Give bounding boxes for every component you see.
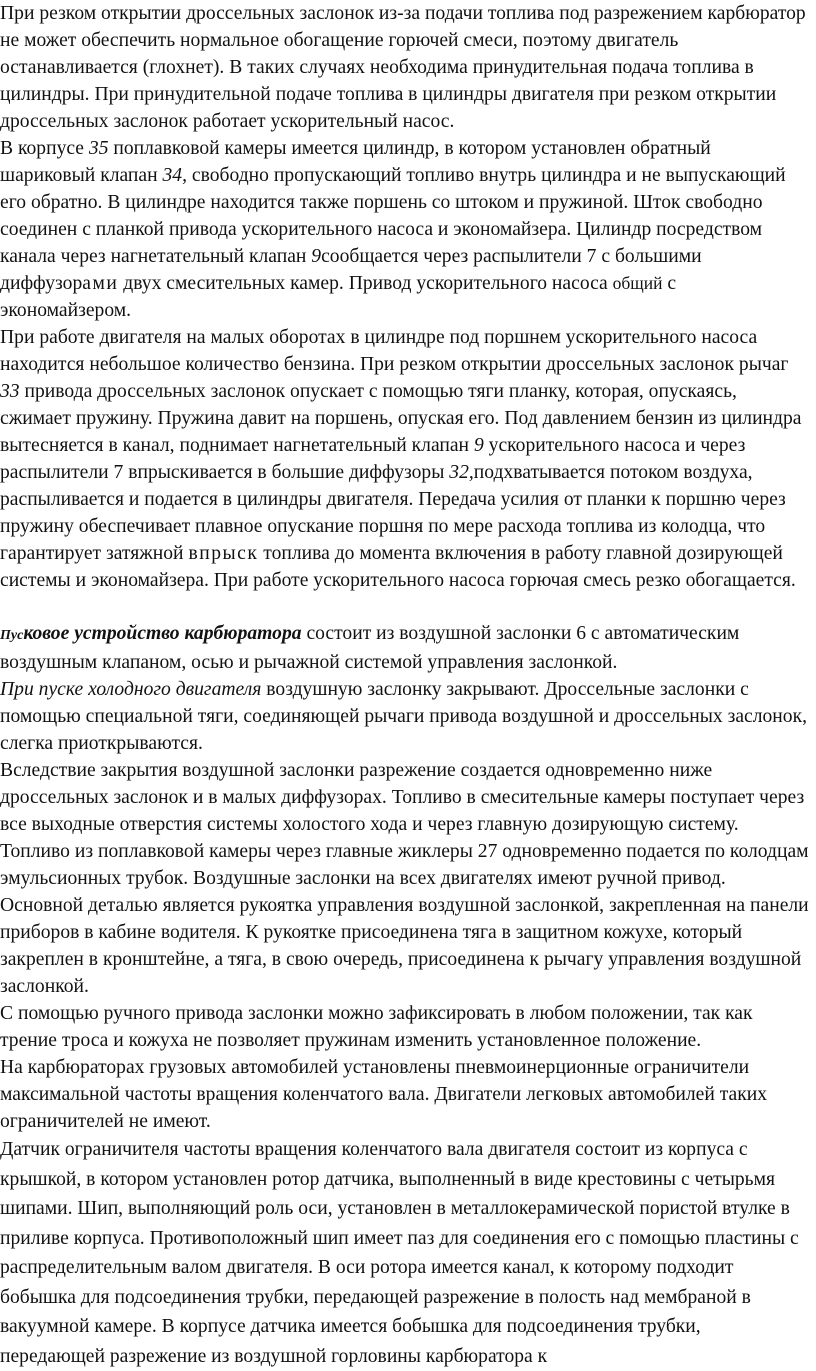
- text-segment: На карбюраторах грузовых автомобилей установлены пневмоинерционные ограничители максимальной частоты вращения коленчатого вала. Двигатели легковых автомобилей таких ограничителей не имеют.: [0, 1057, 768, 1132]
- text-segment: Пус: [0, 628, 24, 643]
- text-segment: ами: [82, 273, 119, 294]
- text-segment: состоит из воздушной заслонки 6 с автоматическим воздушным клапаном, осью и рычажной системой управления заслонкой.: [0, 623, 740, 673]
- text-segment: При работе двигателя на малых оборотах в цилиндре под поршнем ускорительного насоса находится небольшое количество бензина. При резком открытии дроссельных заслонок рычаг: [0, 327, 789, 375]
- text-segment: 32,: [449, 462, 474, 483]
- paragraph: [0, 757, 810, 1000]
- text-segment: С помощью ручного привода заслонки можно зафиксировать в любом положении, так как трение троса и кожуха не позволяет пружинам изменить установленное положение.: [0, 1003, 753, 1051]
- text-segment: подхватывается потоком воздуха, распыливается и подается в цилиндры двигателя. Передача усилия от планки к поршню через пружину обеспечивает плавное опускание поршня по мере расхода топлива из колодца, что гарантирует затяжной: [0, 462, 786, 564]
- text-segment: свободно пропускающий топливо внутрь цилиндра и не выпускающий его обратно. В цилиндре находится также поршень со штоком и пружиной. Шток свободно соединен с планкой привода ускорительного насоса и экономайзера. Цилиндр посредством канала через нагнетательный клапан: [0, 165, 786, 267]
- text-segment: Датчик ограничителя частоты вращения коленчатого вала двигателя состоит из корпуса с крышкой, в котором установлен ротор датчика, выполненный в виде крестовины с четырьмя шипами. Шип, выполняющий роль оси, установлен в металлокерамической пористой втулке в приливе корпуса. Противоположный шип имеет паз для соединения его с помощью пластины с распределительным валом двигателя. В оси ротора имеется канал, к которому подходит бобышка для подсоединения трубки, передающей разрежение в полость над мембраной в вакуумной камере. В корпусе датчика имеется бобышка для подсоединения трубки, передающей разрежение из воздушной горловины карбюратора к: [0, 1139, 799, 1367]
- paragraph: [0, 620, 810, 676]
- paragraph: [0, 1054, 810, 1135]
- text-segment: сообщается через распылители 7 с большими диффузор: [0, 246, 702, 294]
- text-segment: 35: [88, 138, 109, 159]
- text-segment: ускорительного насоса и через распылители 7 впрыскивается в большие диффузоры: [0, 435, 746, 483]
- text-segment: 9: [311, 246, 322, 267]
- paragraph: [0, 135, 810, 324]
- text-segment: поплавковой камеры имеется цилиндр, в котором установлен обратный шариковый клапан: [0, 138, 711, 186]
- text-segment: топлива до момента включения в работу главной дозирующей системы и экономайзера. При работе ускорительного насоса горючая смесь резко обогащается.: [0, 543, 796, 591]
- paragraph: [0, 1000, 810, 1054]
- paragraph: [0, 1135, 810, 1371]
- text-segment: общий: [612, 273, 663, 293]
- text-segment: Вследствие закрытия воздушной заслонки разрежение создается одновременно ниже дроссельных заслонок и в малых диффузорах. Топливо в смесительные камеры поступает через все выходные отверстия системы холостого хода и через главную дозирующую систему. Топливо из поплавковой камеры через главные жиклеры 27 одновременно подается по колодцам эмульсионных трубок. Воздушные заслонки на всех двигателях имеют ручной привод. Основной деталью является рукоятка управления воздушной заслонкой, закрепленная на панели приборов в кабине водителя. К рукоятке присоединена тяга в защитном кожухе, который закреплен в кронштейне, а тяга, в свою очередь, присоединена к рычагу управления воздушной заслонкой.: [0, 760, 809, 997]
- text-segment: двух смесительных камер. Привод ускорительного насоса: [118, 273, 613, 294]
- text-segment: ковое устройство карбюратора: [23, 623, 302, 644]
- text-segment: привода дроссельных заслонок опускает с помощью тяги планку, которая, опускаясь, сжимает пружину. Пружина давит на поршень, опуская его. Под давлением бензин из цилиндра вытесняется в канал, поднимает нагнетательный клапан: [0, 381, 802, 456]
- text-segment: 9: [473, 435, 484, 456]
- text-segment: При резком открытии дроссельных заслонок из-за подачи топлива под разрежением карбюратор не может обеспечить нормальное обогащение горючей смеси, поэтому двигатель останавливается (глохнет). В таких случаях необходима принудительная подача топлива в цилиндры. При принудительной подаче топлива в цилиндры двигателя при резком открытии дроссельных заслонок работает ускорительный насос.: [0, 3, 806, 132]
- paragraph: [0, 324, 810, 594]
- paragraph: [0, 0, 810, 135]
- text-segment: с экономайзером.: [0, 273, 677, 321]
- text-segment: При пуске холодного двигателя: [0, 679, 262, 700]
- text-segment: впрыск: [188, 543, 259, 564]
- text-segment: воздушную заслонку закрывают. Дроссельные заслонки с помощью специальной тяги, соединяющей рычаги привода воздушной и дроссельных заслонок, слегка приоткрываются.: [0, 679, 807, 754]
- paragraph-gap: [0, 594, 810, 620]
- text-segment: 34,: [162, 165, 187, 186]
- text-segment: 33: [0, 381, 20, 402]
- paragraph: [0, 676, 810, 757]
- text-segment: В корпусе: [0, 138, 89, 159]
